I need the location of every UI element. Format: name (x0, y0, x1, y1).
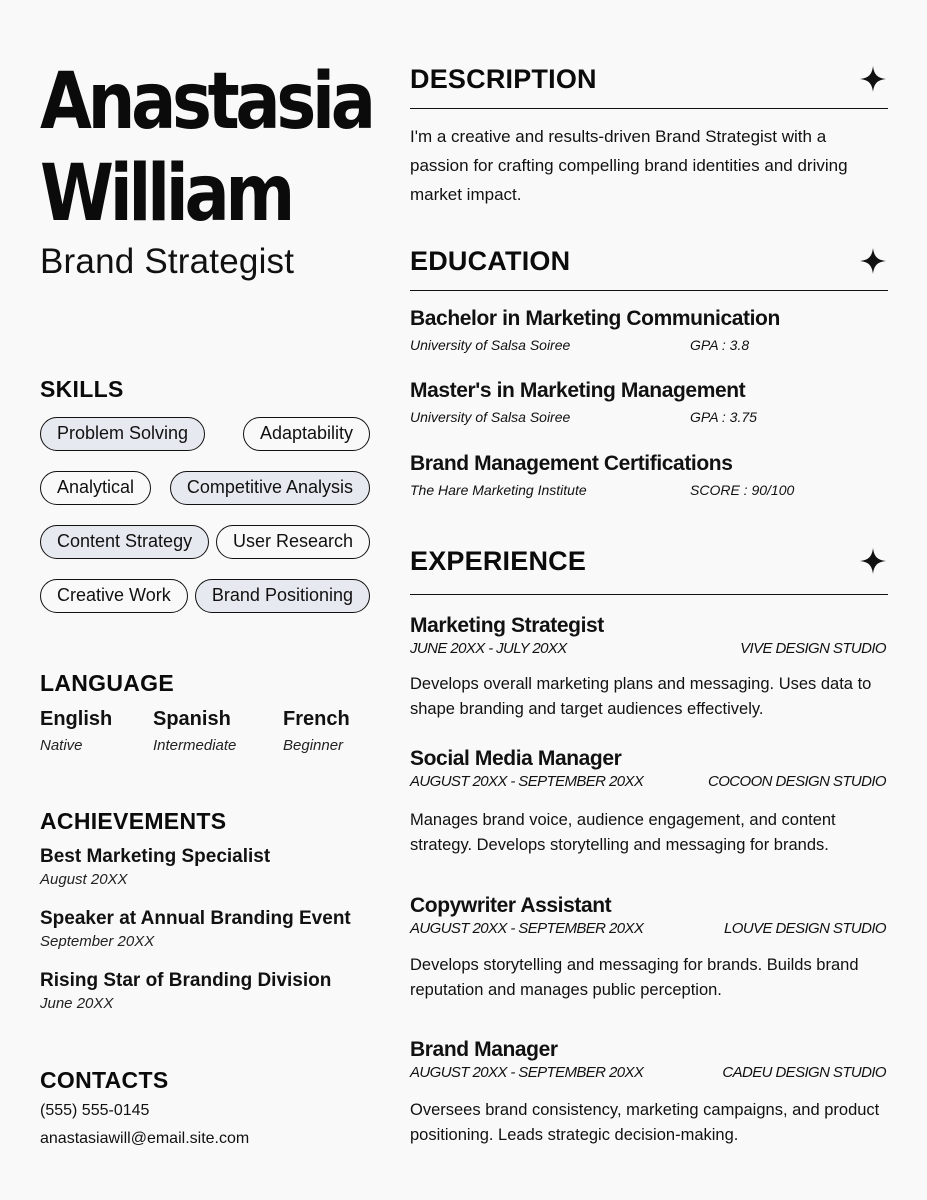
achievement-date: June 20XX (40, 995, 114, 1012)
language-heading: LANGUAGE (40, 670, 175, 696)
language-level: Native (40, 737, 83, 754)
skill-pill: Problem Solving (40, 417, 205, 451)
achievement-item (40, 970, 370, 1012)
language-name: Spanish (153, 708, 231, 730)
education-school: The Hare Marketing Institute (410, 482, 587, 498)
experience-item (410, 747, 888, 858)
achievements-list (40, 846, 370, 1032)
skills-list (40, 417, 370, 633)
experience-role: Marketing Strategist (410, 614, 604, 637)
language-item (40, 708, 153, 754)
experience-description: Manages brand voice, audience engagement, and content strategy. Develops storytelling and messaging for brands. (410, 811, 836, 854)
education-degree: Brand Management Certifications (410, 452, 733, 475)
experience-description: Develops storytelling and messaging for brands. Builds brand reputation and manages public perception. (410, 956, 859, 999)
four-point-star-icon (860, 548, 886, 574)
candidate-name (40, 56, 372, 240)
education-header (410, 246, 888, 291)
education-item (410, 452, 888, 502)
skill-pill: User Research (216, 525, 370, 559)
skill-pill: Creative Work (40, 579, 188, 613)
experience-company: CADEU DESIGN STUDIO (722, 1064, 886, 1081)
language-level: Beginner (283, 737, 344, 754)
four-point-star-icon (860, 248, 886, 274)
education-degree: Bachelor in Marketing Communication (410, 307, 780, 330)
language-name: French (283, 708, 350, 730)
education-score: SCORE : 90/100 (690, 482, 795, 498)
achievement-item (40, 846, 370, 888)
education-school: University of Salsa Soiree (410, 337, 571, 353)
achievement-title: Best Marketing Specialist (40, 846, 271, 867)
language-level: Intermediate (153, 737, 237, 754)
skill-pill: Analytical (40, 471, 151, 505)
experience-header (410, 546, 888, 595)
achievement-date: August 20XX (40, 871, 128, 888)
skill-pill: Competitive Analysis (170, 471, 370, 505)
experience-dates: AUGUST 20XX - SEPTEMBER 20XX (410, 773, 644, 790)
experience-company: VIVE DESIGN STUDIO (740, 640, 886, 657)
contacts-heading: CONTACTS (40, 1067, 169, 1093)
email-address: anastasiawill@email.site.com (40, 1130, 250, 1147)
education-heading: EDUCATION (410, 246, 571, 276)
experience-heading: EXPERIENCE (410, 546, 587, 576)
achievement-date: September 20XX (40, 933, 155, 950)
experience-company: COCOON DESIGN STUDIO (707, 773, 886, 790)
experience-description: Oversees brand consistency, marketing campaigns, and product positioning. Leads strategic decision-making. (410, 1101, 880, 1144)
skill-pill: Content Strategy (40, 525, 209, 559)
education-school: University of Salsa Soiree (410, 409, 571, 425)
description-header (410, 64, 888, 109)
achievement-title: Rising Star of Branding Division (40, 970, 332, 991)
education-score: GPA : 3.8 (690, 337, 750, 353)
experience-item (410, 894, 888, 1003)
experience-dates: AUGUST 20XX - SEPTEMBER 20XX (410, 1064, 644, 1081)
experience-role: Brand Manager (410, 1038, 558, 1061)
experience-item (410, 1038, 888, 1148)
left-column (40, 0, 370, 1200)
language-item (153, 708, 283, 754)
education-degree: Master's in Marketing Management (410, 379, 746, 402)
achievement-title: Speaker at Annual Branding Event (40, 908, 351, 929)
education-item (410, 307, 888, 357)
experience-role: Social Media Manager (410, 747, 622, 770)
achievements-heading: ACHIEVEMENTS (40, 808, 227, 834)
experience-role: Copywriter Assistant (410, 894, 612, 917)
experience-item (410, 614, 888, 722)
job-title: Brand Strategist (40, 242, 295, 281)
first-name: Anastasia (40, 57, 372, 147)
language-list (40, 708, 370, 754)
experience-dates: JUNE 20XX - JULY 20XX (410, 640, 567, 657)
achievement-item (40, 908, 370, 950)
education-score: GPA : 3.75 (690, 409, 757, 425)
experience-description: Develops overall marketing plans and messaging. Uses data to shape branding and target audiences effectively. (410, 675, 872, 718)
experience-company: LOUVE DESIGN STUDIO (724, 920, 886, 937)
education-item (410, 379, 888, 429)
skill-pill: Adaptability (243, 417, 370, 451)
language-item (283, 708, 350, 754)
skills-heading: SKILLS (40, 376, 124, 402)
four-point-star-icon (860, 66, 886, 92)
experience-dates: AUGUST 20XX - SEPTEMBER 20XX (410, 920, 644, 937)
skill-pill: Brand Positioning (195, 579, 370, 613)
description-heading: DESCRIPTION (410, 64, 597, 94)
description-text: I'm a creative and results-driven Brand Strategist with a passion for crafting compelling brand identities and driving market impact. (410, 127, 848, 204)
last-name: William (40, 149, 292, 239)
phone-number: (555) 555-0145 (40, 1102, 150, 1119)
right-column (410, 0, 888, 1200)
language-name: English (40, 708, 113, 730)
